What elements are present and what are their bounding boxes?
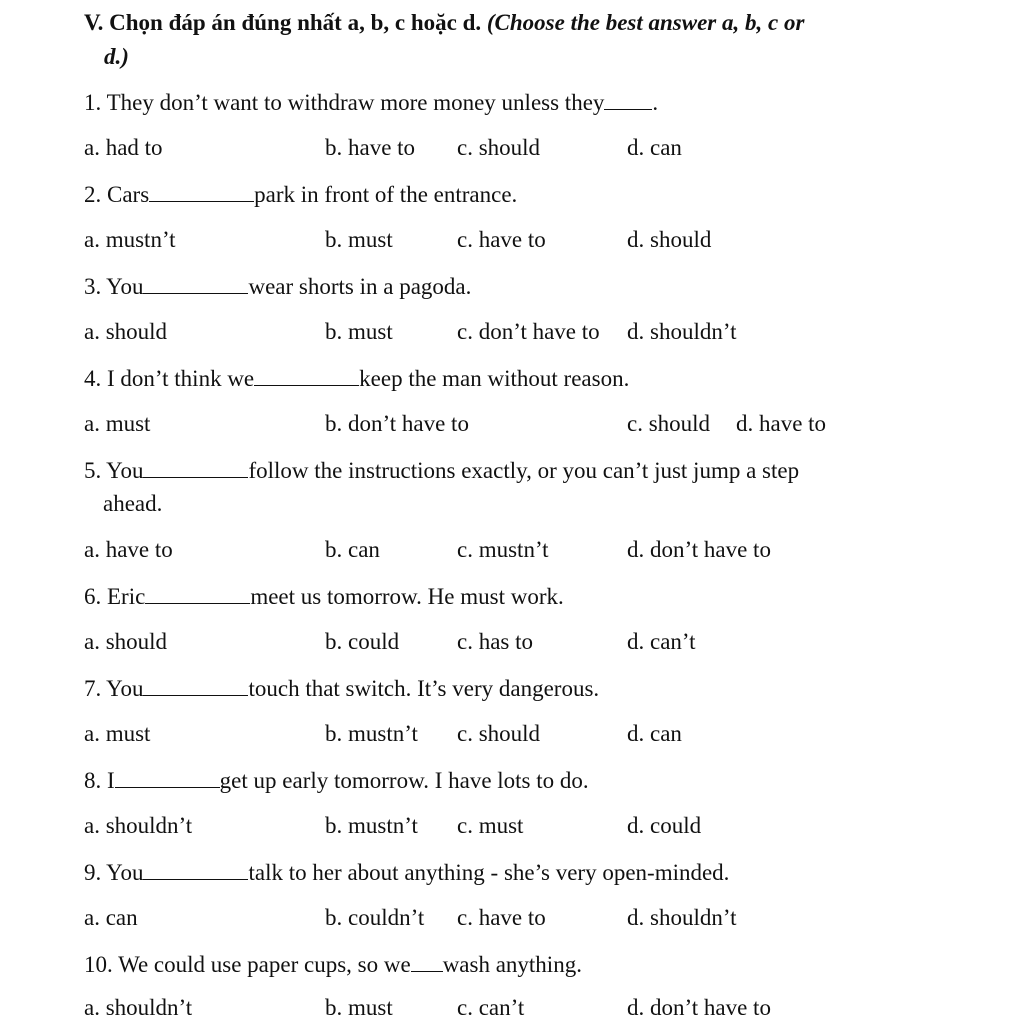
question-text-before: Eric <box>107 584 146 609</box>
option-b: b. can <box>325 537 380 562</box>
option-b: b. must <box>325 319 393 344</box>
option-c: c. have to <box>457 905 546 930</box>
question-number: 6. <box>84 584 102 609</box>
option-b: b. must <box>325 227 393 252</box>
question-text-before: I don’t think we <box>107 366 255 391</box>
answer-blank <box>143 857 248 880</box>
question-text-after: get up early tomorrow. I have lots to do. <box>219 768 589 793</box>
answer-blank <box>411 949 443 972</box>
answer-blank <box>143 673 248 696</box>
question-number: 2. <box>84 182 102 207</box>
option-c: c. have to <box>457 227 546 252</box>
answer-blank <box>143 455 248 478</box>
answer-blank <box>149 179 254 202</box>
question-text-after: wear shorts in a pagoda. <box>248 274 472 299</box>
option-c: c. can’t <box>457 995 525 1020</box>
question-text-before: You <box>106 676 144 701</box>
question-8 <box>84 765 589 796</box>
option-c: c. must <box>457 813 524 838</box>
heading-english-part2: d.) <box>104 44 129 69</box>
question-number: 3. <box>84 274 102 299</box>
question-5 <box>84 455 799 486</box>
answer-blank <box>145 581 250 604</box>
answer-blank <box>115 765 220 788</box>
question-4 <box>84 363 629 394</box>
option-a: a. shouldn’t <box>84 995 193 1020</box>
option-d: d. could <box>627 813 702 838</box>
option-d: d. should <box>627 227 712 252</box>
question-text-after: . <box>652 90 659 115</box>
option-c: c. should <box>627 411 711 436</box>
question-1 <box>84 87 658 118</box>
option-d: d. can <box>627 135 682 160</box>
heading-english-part1: (Choose the best answer a, b, c or <box>486 10 805 35</box>
option-b: b. mustn’t <box>325 721 418 746</box>
question-number: 7. <box>84 676 102 701</box>
option-b: b. couldn’t <box>325 905 425 930</box>
option-d: d. have to <box>736 411 827 436</box>
question-text-after: park in front of the entrance. <box>254 182 518 207</box>
option-d: d. can’t <box>627 629 696 654</box>
question-text-after: keep the man without reason. <box>359 366 630 391</box>
option-a: a. mustn’t <box>84 227 176 252</box>
option-a: a. shouldn’t <box>84 813 193 838</box>
question-number: 4. <box>84 366 102 391</box>
question-2 <box>84 179 517 210</box>
option-c: c. has to <box>457 629 534 654</box>
question-text-after: talk to her about anything - she’s very open-minded. <box>248 860 730 885</box>
option-a: a. have to <box>84 537 173 562</box>
option-b: b. don’t have to <box>325 411 469 436</box>
option-a: a. should <box>84 629 168 654</box>
question-text-before: We could use paper cups, so we <box>118 952 411 977</box>
question-text-before: You <box>106 274 144 299</box>
option-a: a. can <box>84 905 138 930</box>
question-text-after: meet us tomorrow. He must work. <box>250 584 564 609</box>
option-c: c. don’t have to <box>457 319 600 344</box>
question-text-after: touch that switch. It’s very dangerous. <box>248 676 600 701</box>
option-d: d. shouldn’t <box>627 319 737 344</box>
option-c: c. should <box>457 721 541 746</box>
answer-blank <box>604 87 652 110</box>
option-d: d. can <box>627 721 682 746</box>
option-d: d. shouldn’t <box>627 905 737 930</box>
heading-vietnamese: V. Chọn đáp án đúng nhất a, b, c hoặc d. <box>84 10 482 35</box>
question-text-before: Cars <box>107 182 150 207</box>
option-b: b. must <box>325 995 393 1020</box>
option-a: a. must <box>84 411 151 436</box>
option-b: b. could <box>325 629 400 654</box>
question-6 <box>84 581 564 612</box>
question-text-before: You <box>106 458 144 483</box>
question-3 <box>84 271 471 302</box>
question-text-after: wash anything. <box>442 952 582 977</box>
question-number: 1. <box>84 90 102 115</box>
question-10 <box>84 949 582 980</box>
option-b: b. mustn’t <box>325 813 418 838</box>
option-d: d. don’t have to <box>627 537 771 562</box>
question-text-after: follow the instructions exactly, or you can’t just jump a step <box>248 458 800 483</box>
question-number: 9. <box>84 860 102 885</box>
option-a: a. must <box>84 721 151 746</box>
option-d: d. don’t have to <box>627 995 771 1020</box>
question-text-before: I <box>107 768 115 793</box>
answer-blank <box>254 363 359 386</box>
question-number: 5. <box>84 458 102 483</box>
question-text-continuation: ahead. <box>103 491 163 516</box>
question-text-before: They don’t want to withdraw more money unless they <box>106 90 605 115</box>
section-heading <box>84 6 964 74</box>
option-b: b. have to <box>325 135 416 160</box>
question-text-before: You <box>106 860 144 885</box>
question-9 <box>84 857 729 888</box>
option-c: c. mustn’t <box>457 537 549 562</box>
answer-blank <box>143 271 248 294</box>
question-number: 8. <box>84 768 102 793</box>
question-number: 10. <box>84 952 113 977</box>
option-c: c. should <box>457 135 541 160</box>
question-5-continuation <box>103 489 162 519</box>
option-a: a. should <box>84 319 168 344</box>
question-7 <box>84 673 599 704</box>
option-a: a. had to <box>84 135 163 160</box>
